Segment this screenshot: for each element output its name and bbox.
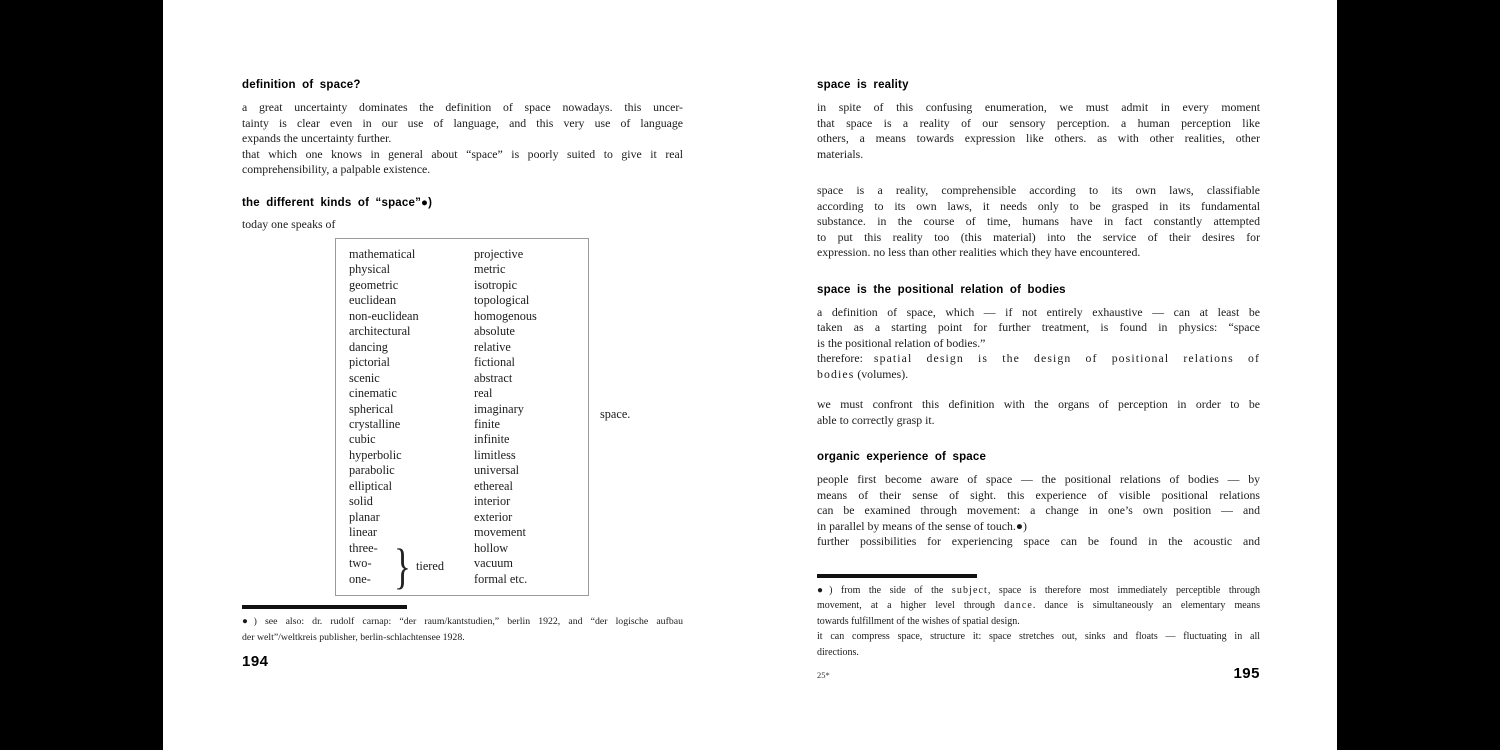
text-line: expression. no less than other realities which they have encountered.	[817, 245, 1141, 259]
book-pages	[163, 0, 1337, 750]
text-line: bodies (volumes).	[817, 366, 909, 381]
text-line: comprehensibility, a palpable existence.	[242, 162, 431, 176]
text-line: ●) see also: dr. rudolf carnap: “der raum/kantstudien,” berlin 1922, and “der logische aufbau	[242, 616, 683, 627]
page-footer-row	[817, 666, 1260, 681]
text-line: further possibilities for experiencing space can be found in the acoustic and	[817, 534, 1260, 548]
heading-positional-relation: space is the positional relation of bodies	[817, 283, 1066, 296]
box-item: one-	[349, 571, 371, 586]
footnote-subject-dance	[817, 584, 1260, 662]
tiered-brace: }	[394, 538, 411, 594]
page-number-195: 195	[1233, 665, 1260, 682]
text-line: tainty is clear even in our use of language, and this very use of language	[242, 115, 683, 130]
box-item: exterior	[474, 509, 513, 524]
text-line: therefore: spatial design is the design of positional relations of	[817, 351, 1261, 365]
page-number-194: 194	[242, 653, 269, 670]
text-line: space is a reality, comprehensible according to its own laws, classifiable	[817, 183, 1260, 197]
box-item: formal etc.	[474, 571, 528, 586]
text-line: towards fulfillment of the wishes of spatial design.	[817, 615, 1020, 627]
heading-space-is-reality: space is reality	[817, 79, 909, 91]
box-item: mathematical	[349, 247, 416, 261]
box-item: interior	[474, 494, 511, 509]
box-item: crystalline	[349, 416, 401, 431]
box-item: metric	[474, 262, 506, 277]
text-line: according to its own laws, it needs only to be grasped in its fundamental	[817, 198, 1260, 213]
box-item: planar	[349, 509, 380, 524]
text-line: others, a means towards expression like others. as with other realities, other	[817, 131, 1260, 145]
box-item: elliptical	[349, 478, 393, 493]
text-line: that which one knows in general about “space” is poorly suited to give it real	[242, 146, 683, 161]
box-item: cinematic	[349, 386, 397, 401]
footnote-rule	[242, 605, 407, 609]
box-item: parabolic	[349, 463, 395, 478]
box-item: homogenous	[474, 308, 537, 323]
paragraph-reality-2	[817, 183, 1260, 261]
text-line: materials.	[817, 146, 864, 161]
text-line: ●) from the side of the subject, space is therefore most immediately perceptible through	[817, 584, 1261, 596]
kinds-columns	[349, 247, 588, 594]
text-line: directions.	[817, 646, 859, 658]
box-item: absolute	[474, 324, 515, 339]
text-line: der welt”/weltkreis publisher, berlin-schlachtensee 1928.	[242, 631, 465, 643]
lead-today-one-speaks-of: today one speaks of	[242, 216, 336, 231]
page-194	[163, 0, 750, 750]
box-item: infinite	[474, 432, 510, 447]
text-line: in spite of this confusing enumeration, we must admit in every moment	[817, 100, 1260, 114]
text-line: can be examined through movement: a change in one’s own position — and	[817, 503, 1260, 517]
text-line: we must confront this definition with the organs of perception in order to be	[817, 397, 1260, 411]
text-line: taken as a starting point for further treatment, is found in physics: “space	[817, 320, 1260, 334]
paragraph-positional-2	[817, 397, 1260, 428]
footnote-carnap	[242, 614, 683, 645]
box-item: fictional	[474, 355, 515, 370]
printer-signature: 25*	[817, 670, 830, 680]
text-line: to put this reality too (this material) into the service of their desires for	[817, 229, 1260, 244]
text-line: people first become aware of space — the positional relations of bodies — by	[817, 472, 1260, 486]
box-item: isotropic	[474, 277, 518, 292]
box-item: topological	[474, 293, 530, 308]
box-item: abstract	[474, 370, 513, 385]
box-item: scenic	[349, 370, 380, 385]
tiered-label: tiered	[416, 559, 444, 573]
box-item: solid	[349, 494, 373, 509]
heading-organic-experience: organic experience of space	[817, 451, 987, 463]
paragraph-positional-1	[817, 305, 1260, 383]
text-line: a great uncertainty dominates the definition of space nowadays. this uncer-	[242, 100, 683, 114]
box-item: universal	[474, 463, 520, 478]
paragraph-reality-1	[817, 100, 1260, 162]
paragraph-definition	[242, 100, 683, 178]
text-line: a definition of space, which — if not entirely exhaustive — can at least be	[817, 304, 1260, 319]
box-item: architectural	[349, 324, 411, 339]
box-item: spherical	[349, 401, 394, 416]
box-item: geometric	[349, 277, 399, 292]
box-item: imaginary	[474, 401, 524, 416]
heading-definition-of-space: definition of space?	[242, 79, 361, 91]
box-item: finite	[474, 416, 500, 431]
text-line: is the positional relation of bodies.”	[817, 335, 986, 350]
kinds-of-space-box	[335, 238, 589, 596]
kinds-left-column	[349, 247, 474, 594]
box-item: linear	[349, 525, 377, 540]
text-line: that space is a reality of our sensory perception. a human perception like	[817, 115, 1260, 130]
kinds-right-column	[474, 247, 584, 587]
box-item: pictorial	[349, 355, 390, 370]
box-item: real	[474, 386, 493, 401]
box-item: projective	[474, 247, 524, 261]
box-item: dancing	[349, 339, 388, 354]
box-item: non-euclidean	[349, 308, 419, 323]
box-item: two-	[349, 556, 372, 571]
text-line: able to correctly grasp it.	[817, 412, 935, 427]
box-item: hyperbolic	[349, 447, 402, 462]
page-195	[750, 0, 1337, 750]
box-item: ethereal	[474, 478, 513, 493]
text-line: means of their sense of sight. this experience of visible positional relations	[817, 487, 1260, 502]
text-line: in parallel by means of the sense of touch.●)	[817, 518, 1027, 533]
paragraph-organic-1	[817, 472, 1260, 550]
box-item: movement	[474, 525, 526, 540]
box-item: euclidean	[349, 293, 397, 308]
text-line: it can compress space, structure it: space stretches out, sinks and floats — fluctuating in all	[817, 631, 1260, 642]
box-item: relative	[474, 339, 511, 354]
box-item: hollow	[474, 540, 509, 555]
box-item: three-	[349, 540, 378, 555]
text-line: substance. in the course of time, humans have in fact constantly attempted	[817, 214, 1260, 228]
right-black-bar	[1337, 0, 1500, 750]
heading-different-kinds-of-space: the different kinds of “space”●)	[242, 196, 433, 209]
text-line: expands the uncertainty further.	[242, 131, 392, 145]
box-item: physical	[349, 262, 390, 277]
space-side-label: space.	[600, 407, 631, 421]
box-item: limitless	[474, 447, 516, 462]
left-black-bar	[0, 0, 163, 750]
text-line: movement, at a higher level through dance. dance is simultaneously an elementary means	[817, 600, 1260, 611]
footnote-rule	[817, 574, 977, 578]
box-item: cubic	[349, 432, 376, 447]
box-item: vacuum	[474, 556, 513, 571]
